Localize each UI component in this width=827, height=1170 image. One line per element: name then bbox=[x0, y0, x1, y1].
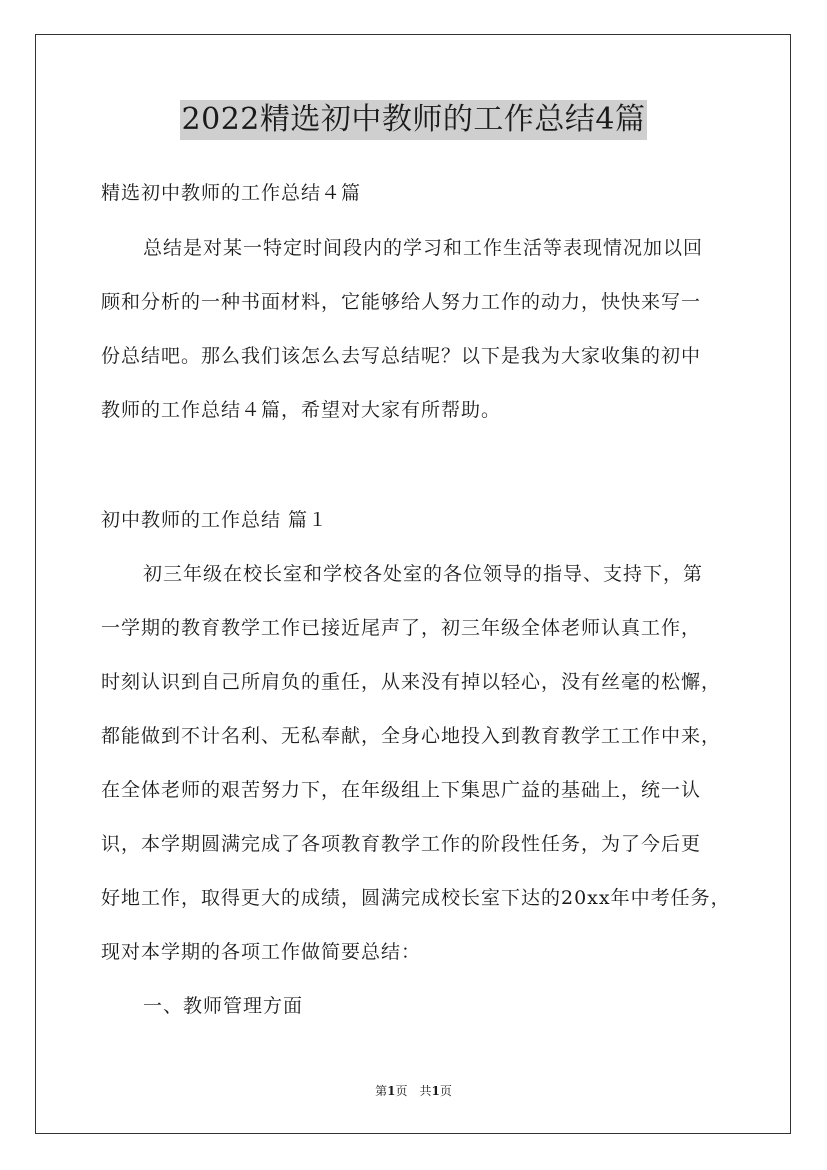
body-line: 都能做到不计名利、无私奉献，全身心地投入到教育教学工工作中来， bbox=[101, 725, 722, 747]
body-line: 好地工作，取得更大的成绩，圆满完成校长室下达的20xx年中考任务， bbox=[101, 887, 731, 909]
footer-suffix: 页 bbox=[439, 1084, 452, 1098]
body-line: 现对本学期的各项工作做简要总结： bbox=[101, 941, 422, 963]
body-line: 时刻认识到自己所肩负的重任，从来没有掉以轻心，没有丝毫的松懈， bbox=[101, 671, 722, 693]
subheading: 一、教师管理方面 bbox=[143, 995, 304, 1017]
intro-line: 教师的工作总结４篇，希望对大家有所帮助。 bbox=[101, 399, 502, 421]
footer-total-pages: 1 bbox=[431, 1084, 440, 1098]
body-line: 识，本学期圆满完成了各项教育教学工作的阶段性任务，为了今后更 bbox=[101, 833, 702, 855]
page-footer bbox=[0, 1083, 827, 1099]
body-line: 初三年级在校长室和学校各处室的各位领导的指导、支持下，第 bbox=[143, 563, 704, 585]
body-line: 一学期的教育教学工作已接近尾声了，初三年级全体老师认真工作， bbox=[101, 617, 702, 639]
footer-prefix: 第 bbox=[375, 1084, 388, 1098]
footer-mid: 页 共 bbox=[395, 1084, 432, 1098]
intro-line: 顾和分析的一种书面材料，它能够给人努力工作的动力，快快来写一 bbox=[101, 291, 702, 313]
section-heading: 初中教师的工作总结 篇１ bbox=[101, 509, 329, 531]
footer-page-number: 1 bbox=[387, 1084, 396, 1098]
document-subtitle: 精选初中教师的工作总结４篇 bbox=[101, 182, 362, 204]
intro-line: 总结是对某一特定时间段内的学习和工作生活等表现情况加以回 bbox=[143, 237, 704, 259]
title-wrap bbox=[0, 100, 827, 140]
body-line: 在全体老师的艰苦努力下，在年级组上下集思广益的基础上，统一认 bbox=[101, 779, 702, 801]
intro-line: 份总结吧。那么我们该怎么去写总结呢？以下是我为大家收集的初中 bbox=[101, 345, 702, 367]
document-title: 2022精选初中教师的工作总结4篇 bbox=[180, 100, 648, 140]
